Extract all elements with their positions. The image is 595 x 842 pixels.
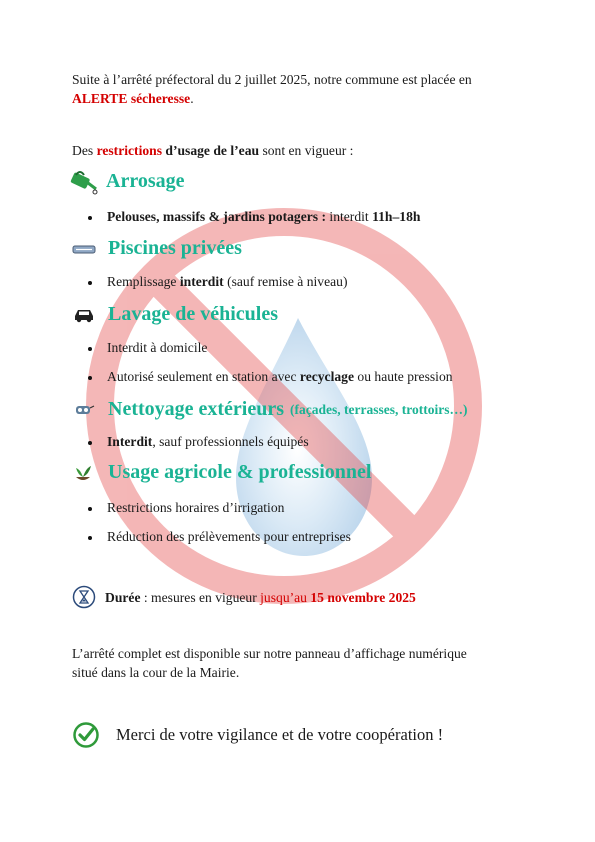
notice-line-1: L’arrêté complet est disponible sur notre panneau d’affichage numérique: [72, 646, 467, 661]
bullet: [88, 441, 92, 445]
hourglass-icon: [72, 585, 96, 609]
section-title: Arrosage: [106, 170, 185, 192]
item-text: Réduction des prélèvements pour entreprises: [107, 529, 351, 544]
bullet: [88, 507, 92, 511]
item-hours: 11h–18h: [372, 209, 421, 224]
bullet: [88, 347, 92, 351]
item-bold-text: Pelouses, massifs & jardins potagers :: [107, 209, 327, 224]
item-text: Restrictions horaires d’irrigation: [107, 500, 285, 515]
bullet: [88, 536, 92, 540]
section-subtitle: (façades, terrasses, trottoirs…): [290, 401, 468, 417]
item-text-2: (sauf remise à niveau): [223, 274, 348, 289]
pool-icon: [72, 238, 100, 260]
duration-date: 15 novembre 2025: [306, 589, 416, 605]
section-piscines-heading: [72, 237, 242, 260]
intro-text: Suite à l’arrêté préfectoral du 2 juillet 2025, notre commune est placée en: [72, 72, 472, 87]
alert-punctuation: .: [190, 91, 194, 106]
car-icon: [72, 304, 100, 326]
duration-until: jusqu’au: [260, 589, 307, 605]
section-title: Piscines privées: [108, 237, 242, 259]
section-title: Lavage de véhicules: [108, 303, 278, 325]
notice-line-2: situé dans la cour de la Mairie.: [72, 665, 240, 680]
watering-can-icon: [70, 171, 98, 193]
section-title: Nettoyage extérieurs: [108, 398, 285, 420]
notice-paragraph: [72, 644, 542, 682]
duration-text: : mesures en vigueur: [140, 589, 261, 605]
section-lavage-heading: [72, 303, 278, 326]
plant-icon: [72, 462, 100, 484]
item-text: interdit: [326, 209, 373, 224]
section-title: Usage agricole & professionnel: [108, 461, 372, 483]
restrictions-suffix: sont en vigueur :: [262, 143, 354, 158]
item-text-2: ou haute pression: [354, 369, 453, 384]
section-arrosage-heading: [70, 170, 185, 193]
bullet: [88, 216, 92, 220]
duration-line: [72, 585, 416, 609]
section-nettoyage-heading: [72, 398, 467, 421]
check-circle-icon: [72, 721, 100, 749]
bullet: [88, 376, 92, 380]
item-bold-text: recyclage: [299, 369, 354, 384]
thanks-text: Merci de votre vigilance et de votre coopération !: [116, 725, 444, 744]
duration-label: Durée: [105, 589, 141, 605]
restrictions-prefix: Des: [72, 143, 94, 158]
restrictions-intro: [72, 141, 353, 160]
water-usage-keyword: d’usage de l’eau: [165, 143, 260, 158]
item-bold-text: interdit: [179, 274, 224, 289]
restrictions-keyword: restrictions: [96, 143, 162, 158]
item-text: Remplissage: [107, 274, 180, 289]
section-agricole-heading: [72, 461, 372, 484]
item-text: Autorisé seulement en station avec: [107, 369, 300, 384]
item-bold-text: Interdit: [107, 434, 153, 449]
bullet: [88, 281, 92, 285]
alert-label: ALERTE sécheresse: [72, 91, 191, 106]
pressure-washer-icon: [72, 399, 100, 421]
item-text: , sauf professionnels équipés: [152, 434, 309, 449]
item-text: Interdit à domicile: [107, 340, 208, 355]
thanks-line: [72, 721, 443, 749]
intro-paragraph: [72, 70, 532, 108]
